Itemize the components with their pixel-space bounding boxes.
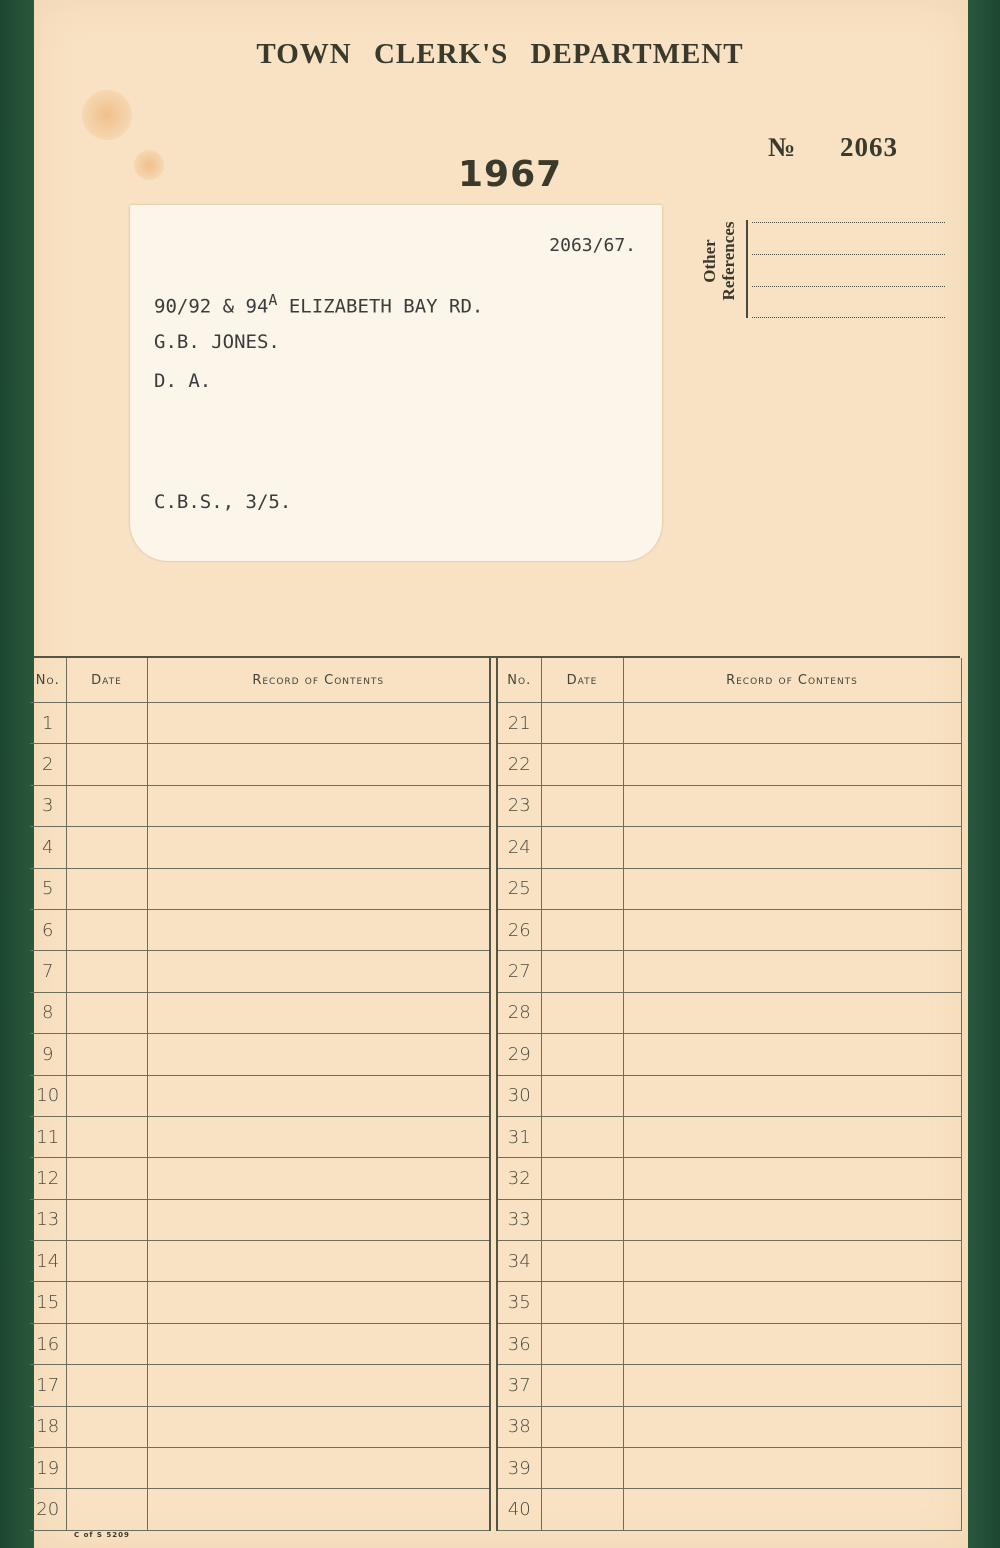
row-date-cell[interactable] <box>66 827 147 868</box>
stain-mark <box>82 90 132 140</box>
ledger-row <box>497 1075 961 1116</box>
row-number: 29 <box>497 1034 541 1075</box>
ledger-row <box>497 951 961 992</box>
address-superscript: A <box>268 291 278 309</box>
row-contents-cell[interactable] <box>147 1199 490 1240</box>
row-number: 27 <box>497 951 541 992</box>
ledger-row <box>497 1489 961 1530</box>
row-number: 36 <box>497 1323 541 1364</box>
ledger-row <box>30 1034 490 1075</box>
ledger-row <box>30 1365 490 1406</box>
header-date: Date <box>541 658 623 703</box>
row-date-cell[interactable] <box>66 1282 147 1323</box>
row-contents-cell[interactable] <box>623 785 961 826</box>
row-contents-cell[interactable] <box>623 1199 961 1240</box>
row-number: 5 <box>30 868 66 909</box>
row-date-cell[interactable] <box>66 1241 147 1282</box>
row-date-cell[interactable] <box>66 785 147 826</box>
row-date-cell[interactable] <box>66 909 147 950</box>
row-number: 37 <box>497 1365 541 1406</box>
row-number: 18 <box>30 1406 66 1447</box>
row-contents-cell[interactable] <box>623 1323 961 1364</box>
row-number: 11 <box>30 1116 66 1157</box>
row-contents-cell[interactable] <box>623 1241 961 1282</box>
row-number: 13 <box>30 1199 66 1240</box>
ledger-row <box>497 1282 961 1323</box>
row-date-cell[interactable] <box>541 992 623 1033</box>
row-date-cell[interactable] <box>541 1241 623 1282</box>
ledger-row <box>497 1406 961 1447</box>
row-contents-cell[interactable] <box>147 1158 490 1199</box>
row-number: 28 <box>497 992 541 1033</box>
row-number: 16 <box>30 1323 66 1364</box>
ledger-row <box>30 868 490 909</box>
ledger-row <box>30 1241 490 1282</box>
row-number: 33 <box>497 1199 541 1240</box>
address-rest: ELIZABETH BAY RD. <box>277 295 484 318</box>
row-contents-cell[interactable] <box>147 827 490 868</box>
row-contents-cell[interactable] <box>147 1365 490 1406</box>
row-date-cell[interactable] <box>541 1158 623 1199</box>
row-contents-cell[interactable] <box>623 868 961 909</box>
row-contents-cell[interactable] <box>147 1406 490 1447</box>
ledger-right <box>496 658 962 1531</box>
ledger-header-row <box>30 658 490 703</box>
row-number: 38 <box>497 1406 541 1447</box>
row-number: 23 <box>497 785 541 826</box>
ledger-header-row <box>497 658 961 703</box>
row-number: 30 <box>497 1075 541 1116</box>
ledger-row <box>497 827 961 868</box>
ledger-row <box>30 744 490 785</box>
row-contents-cell[interactable] <box>147 703 490 744</box>
row-contents-cell[interactable] <box>623 1034 961 1075</box>
ledger-row <box>497 1241 961 1282</box>
row-number: 10 <box>30 1075 66 1116</box>
card-reference: 2063/67. <box>549 235 636 256</box>
row-date-cell[interactable] <box>66 1075 147 1116</box>
row-number: 25 <box>497 868 541 909</box>
row-date-cell[interactable] <box>541 1282 623 1323</box>
ledger-row <box>30 1199 490 1240</box>
ledger-row <box>497 785 961 826</box>
ledger-row <box>497 1199 961 1240</box>
row-contents-cell[interactable] <box>147 992 490 1033</box>
row-contents-cell[interactable] <box>623 703 961 744</box>
row-number: 40 <box>497 1489 541 1530</box>
row-contents-cell[interactable] <box>623 1075 961 1116</box>
row-number: 12 <box>30 1158 66 1199</box>
ledger-row <box>30 827 490 868</box>
card-name: G.B. JONES. <box>154 331 280 353</box>
row-date-cell[interactable] <box>66 1365 147 1406</box>
row-contents-cell[interactable] <box>147 785 490 826</box>
ledger-row <box>497 744 961 785</box>
references-bracket <box>746 220 750 318</box>
row-date-cell[interactable] <box>541 744 623 785</box>
row-contents-cell[interactable] <box>147 1282 490 1323</box>
ledger-row <box>497 1448 961 1489</box>
row-contents-cell[interactable] <box>147 1448 490 1489</box>
ledger-row <box>30 951 490 992</box>
form-code: C of S 5209 <box>74 1531 130 1539</box>
row-date-cell[interactable] <box>541 1448 623 1489</box>
ledger-row <box>30 1282 490 1323</box>
row-number: 9 <box>30 1034 66 1075</box>
row-number: 4 <box>30 827 66 868</box>
row-number: 24 <box>497 827 541 868</box>
stain-mark <box>134 150 164 180</box>
row-date-cell[interactable] <box>541 1323 623 1364</box>
other-references <box>700 215 744 315</box>
ledger-row <box>497 1365 961 1406</box>
ledger-row <box>30 992 490 1033</box>
row-contents-cell[interactable] <box>623 744 961 785</box>
other-references-line2: References <box>719 221 738 301</box>
row-date-cell[interactable] <box>541 909 623 950</box>
row-number: 3 <box>30 785 66 826</box>
ledger-row <box>497 1034 961 1075</box>
row-number: 17 <box>30 1365 66 1406</box>
row-date-cell[interactable] <box>541 1075 623 1116</box>
ledger-row <box>30 1323 490 1364</box>
row-contents-cell[interactable] <box>623 1282 961 1323</box>
ledger-row <box>497 703 961 744</box>
row-number: 34 <box>497 1241 541 1282</box>
ledger-row <box>30 1448 490 1489</box>
row-contents-cell[interactable] <box>623 1365 961 1406</box>
row-contents-cell[interactable] <box>147 1075 490 1116</box>
ledger-left <box>30 658 491 1531</box>
number-label: № <box>768 132 796 162</box>
row-date-cell[interactable] <box>66 1158 147 1199</box>
row-date-cell[interactable] <box>541 1489 623 1530</box>
ledger-row <box>30 1116 490 1157</box>
ledger-row <box>30 785 490 826</box>
row-date-cell[interactable] <box>541 1034 623 1075</box>
row-contents-cell[interactable] <box>147 1241 490 1282</box>
row-contents-cell[interactable] <box>147 1034 490 1075</box>
row-date-cell[interactable] <box>66 1116 147 1157</box>
row-number: 2 <box>30 744 66 785</box>
row-date-cell[interactable] <box>66 1034 147 1075</box>
row-date-cell[interactable] <box>66 703 147 744</box>
row-contents-cell[interactable] <box>147 1323 490 1364</box>
card-address <box>154 291 483 317</box>
department-title: TOWN CLERK'S DEPARTMENT <box>256 38 744 70</box>
file-label-card <box>130 205 662 561</box>
ledger-row <box>30 1075 490 1116</box>
row-number: 26 <box>497 909 541 950</box>
row-number: 32 <box>497 1158 541 1199</box>
row-number: 6 <box>30 909 66 950</box>
header-contents: Record of Contents <box>147 658 490 703</box>
row-number: 7 <box>30 951 66 992</box>
row-contents-cell[interactable] <box>623 1406 961 1447</box>
ledger-row <box>30 1158 490 1199</box>
row-date-cell[interactable] <box>541 1406 623 1447</box>
row-date-cell[interactable] <box>66 744 147 785</box>
address-main: 90/92 & 94 <box>154 295 269 318</box>
row-number: 1 <box>30 703 66 744</box>
row-number: 20 <box>30 1489 66 1530</box>
row-number: 21 <box>497 703 541 744</box>
row-number: 35 <box>497 1282 541 1323</box>
right-binding <box>966 0 1000 1548</box>
reference-line[interactable] <box>752 222 945 223</box>
reference-line[interactable] <box>752 317 945 318</box>
ledger-row <box>497 992 961 1033</box>
row-contents-cell[interactable] <box>147 909 490 950</box>
row-date-cell[interactable] <box>541 1116 623 1157</box>
row-contents-cell[interactable] <box>623 1116 961 1157</box>
header-no: No. <box>30 658 66 703</box>
row-date-cell[interactable] <box>66 1199 147 1240</box>
row-contents-cell[interactable] <box>623 827 961 868</box>
file-year: 1967 <box>458 154 563 195</box>
row-contents-cell[interactable] <box>147 1116 490 1157</box>
card-type: D. A. <box>154 370 212 392</box>
row-date-cell[interactable] <box>541 703 623 744</box>
row-contents-cell[interactable] <box>623 1448 961 1489</box>
row-date-cell[interactable] <box>541 827 623 868</box>
reference-line[interactable] <box>752 286 945 287</box>
row-date-cell[interactable] <box>541 1365 623 1406</box>
row-date-cell[interactable] <box>66 1406 147 1447</box>
card-footer: C.B.S., 3/5. <box>154 491 292 513</box>
ledger-row <box>30 703 490 744</box>
row-contents-cell[interactable] <box>623 909 961 950</box>
ledger-row <box>497 1116 961 1157</box>
row-date-cell[interactable] <box>66 1323 147 1364</box>
ledger-row <box>497 909 961 950</box>
ledger-row <box>30 909 490 950</box>
row-number: 14 <box>30 1241 66 1282</box>
row-contents-cell[interactable] <box>623 1158 961 1199</box>
other-references-line1: Other <box>700 239 719 283</box>
row-number: 39 <box>497 1448 541 1489</box>
row-number: 8 <box>30 992 66 1033</box>
other-references-label <box>700 211 744 311</box>
row-date-cell[interactable] <box>541 951 623 992</box>
row-contents-cell[interactable] <box>623 1489 961 1530</box>
ledger-row <box>497 1323 961 1364</box>
header-contents: Record of Contents <box>623 658 961 703</box>
row-date-cell[interactable] <box>66 951 147 992</box>
ledger-row <box>30 1406 490 1447</box>
row-contents-cell[interactable] <box>147 951 490 992</box>
header-date: Date <box>66 658 147 703</box>
reference-line[interactable] <box>752 254 945 255</box>
file-number: 2063 <box>840 132 898 162</box>
row-contents-cell[interactable] <box>147 1489 490 1530</box>
ledger-row <box>497 868 961 909</box>
row-number: 22 <box>497 744 541 785</box>
row-date-cell[interactable] <box>66 868 147 909</box>
header-no: No. <box>497 658 541 703</box>
row-date-cell[interactable] <box>541 868 623 909</box>
row-date-cell[interactable] <box>66 1448 147 1489</box>
row-number: 19 <box>30 1448 66 1489</box>
row-date-cell[interactable] <box>541 1199 623 1240</box>
ledger-row <box>497 1158 961 1199</box>
row-date-cell[interactable] <box>541 785 623 826</box>
ledger-row <box>30 1489 490 1530</box>
row-date-cell[interactable] <box>66 992 147 1033</box>
row-contents-cell[interactable] <box>147 868 490 909</box>
row-number: 15 <box>30 1282 66 1323</box>
row-contents-cell[interactable] <box>147 744 490 785</box>
row-contents-cell[interactable] <box>623 951 961 992</box>
row-date-cell[interactable] <box>66 1489 147 1530</box>
row-number: 31 <box>497 1116 541 1157</box>
row-contents-cell[interactable] <box>623 992 961 1033</box>
